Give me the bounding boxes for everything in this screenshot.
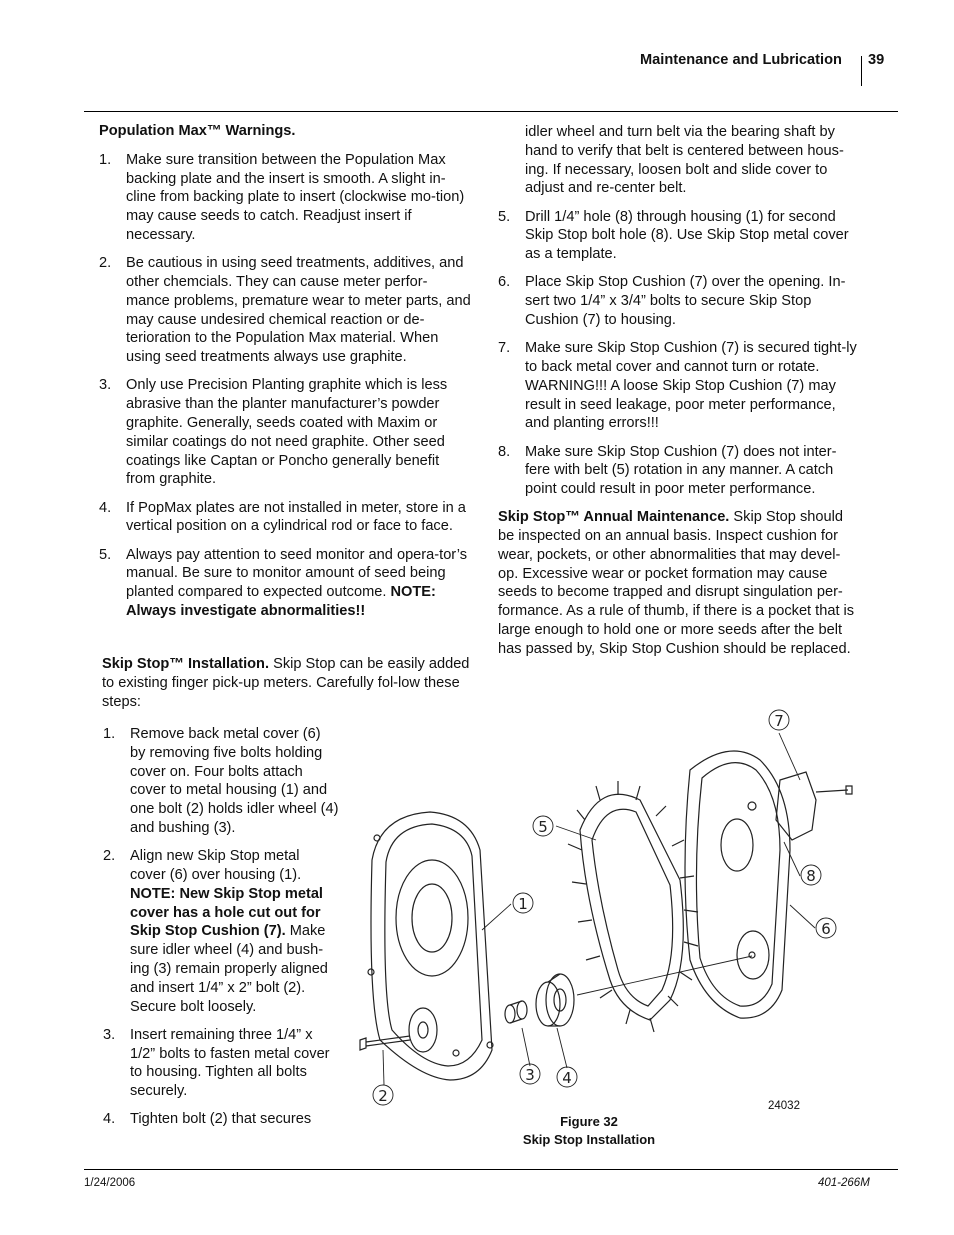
figure-caption: Figure 32 Skip Stop Installation (522, 1114, 656, 1147)
warnings-heading: Population Max™ Warnings. (99, 123, 296, 139)
svg-text:3: 3 (525, 1066, 535, 1084)
housing-part (368, 812, 493, 1080)
step-4-continued: idler wheel and turn belt via the bearing shaft by hand to verify that belt is centered between hous-ing. If necessary, loosen bolt and slide cover to adjust and re-center belt. (525, 124, 844, 197)
page-number: 39 (868, 52, 885, 68)
maintenance-paragraph: Skip Stop™ Annual Maintenance. Skip Stop should be inspected on an annual basis. Inspect cushion for wear, pockets, or other abnormalities that may devel-op. Excessive wear or pocket formation may cause seeds to become trapped and disrupt singulation per-formance. As a rule of thumb, if there is a pocket that is large enough to hold one or more seeds after the belt has passed by, Skip Stop Cushion should be replaced. (498, 509, 855, 657)
document-number: 401-266M (818, 1177, 870, 1189)
callout-1 (513, 893, 533, 913)
callout-2 (373, 1085, 393, 1105)
svg-text:1: 1 (518, 895, 528, 913)
header-divider (861, 56, 862, 86)
idler-wheel-part (536, 974, 574, 1026)
install-intro: Skip Stop™ Installation. Skip Stop can be easily added to existing finger pick-up meters. Carefully fol-low these steps: (102, 656, 470, 710)
warnings-section (99, 122, 471, 630)
svg-text:6: 6 (821, 920, 831, 938)
svg-text:2: 2 (378, 1087, 388, 1105)
list-item: 6. Place Skip Stop Cushion (7) over the opening. In-sert two 1/4” x 3/4” bolts to secure Skip Stop Cushion (7) to housing. (498, 274, 846, 328)
leader-lines (383, 733, 815, 1085)
svg-text:8: 8 (806, 867, 816, 885)
list-item: 2. Be cautious in using seed treatments, additives, and other chemcials. They can cause meter perfor-mance problems, premature wear to meter parts, and may cause undesired chemical reaction or de-terioration to the Population Max material. When using seed treatments always use graphite. (99, 255, 471, 366)
list-item: 4. Tighten bolt (2) that secures (103, 1111, 312, 1128)
callout-5 (533, 816, 553, 836)
back-cover-part (685, 751, 790, 1018)
list-item: 1. Make sure transition between the Population Max backing plate and the insert is smooth. A slight in-cline from backing plate to insert (clockwise mo-tion) may cause seeds to catch. Readjust insert if necessary. (99, 151, 465, 243)
list-item: 3. Only use Precision Planting graphite which is less abrasive than the planter manufacturer’s powder graphite. Generally, seeds coated with Maxim or similar coatings do not need graphite. Other seed coatings like Captan or Poncho generally benefit from graphite. (99, 377, 448, 488)
right-column (498, 123, 860, 659)
belt-part (568, 781, 698, 1032)
install-heading: Skip Stop™ Installation. (102, 656, 270, 672)
install-steps (103, 725, 339, 1139)
header-rule (84, 111, 898, 112)
callout-labels (373, 710, 836, 1105)
footer-date: 1/24/2006 (84, 1177, 136, 1189)
bushing-part (505, 1001, 527, 1023)
callout-3 (520, 1064, 540, 1084)
skip-stop-cushion-part (776, 772, 852, 840)
bolt-part (360, 1036, 410, 1050)
list-item: 5. Drill 1/4” hole (8) through housing (1) for second Skip Stop bolt hole (8). Use Skip Stop metal cover as a template. (498, 208, 849, 263)
section-title: Maintenance and Lubrication (640, 52, 842, 68)
footer-rule (84, 1169, 898, 1170)
figure-number: 24032 (768, 1100, 800, 1112)
list-item: 2. Align new Skip Stop metal cover (6) over housing (1). NOTE: New Skip Stop metal cover has a hole cut out for Skip Stop Cushion (7). Make sure idler wheel (4) and bush-ing (3) remain properly aligned and insert 1/4” x 2” bolt (2). Secure bolt loosely. (103, 848, 328, 1015)
list-item: 4. If PopMax plates are not installed in meter, store in a vertical position on a cylindrical rod or face to face. (99, 499, 466, 535)
skip-stop-exploded-diagram (340, 700, 880, 1110)
abnormalities-note: NOTE: Always investigate abnormalities!! (126, 584, 436, 619)
list-item: 8. Make sure Skip Stop Cushion (7) does not inter-fere with belt (5) rotation in any manner. A catch point could result in poor meter performance. (498, 443, 837, 498)
warnings-list (99, 151, 471, 621)
list-item: 3. Insert remaining three 1/4” x 1/2” bolts to fasten metal cover to housing. Tighten all bolts securely. (103, 1026, 330, 1100)
callout-8 (801, 865, 821, 885)
list-item: 5. Always pay attention to seed monitor and opera-tor’s manual. Be sure to monitor amount of seed being planted compared to expected outcome. NOTE: Always investigate abnormalities!! (99, 546, 467, 619)
callout-4 (557, 1067, 577, 1087)
list-item: 7. Make sure Skip Stop Cushion (7) is secured tight-ly to back metal cover and cannot turn or rotate. WARNING!!! A loose Skip Stop Cushion (7) may result in seed leakage, poor meter performance, and planting errors!!! (498, 340, 857, 432)
callout-6 (816, 918, 836, 938)
maintenance-heading: Skip Stop™ Annual Maintenance. (498, 509, 730, 526)
svg-text:4: 4 (562, 1069, 572, 1087)
callout-7 (769, 710, 789, 730)
svg-text:5: 5 (538, 818, 548, 836)
cover-note: NOTE: New Skip Stop metal cover has a hole cut out for Skip Stop Cushion (7). (130, 885, 323, 940)
list-item: 1. Remove back metal cover (6) by removing five bolts holding cover on. Four bolts attach cover to metal housing (1) and one bolt (2) holds idler wheel (4) and bushing (3). (103, 726, 339, 836)
svg-text:7: 7 (774, 712, 784, 730)
